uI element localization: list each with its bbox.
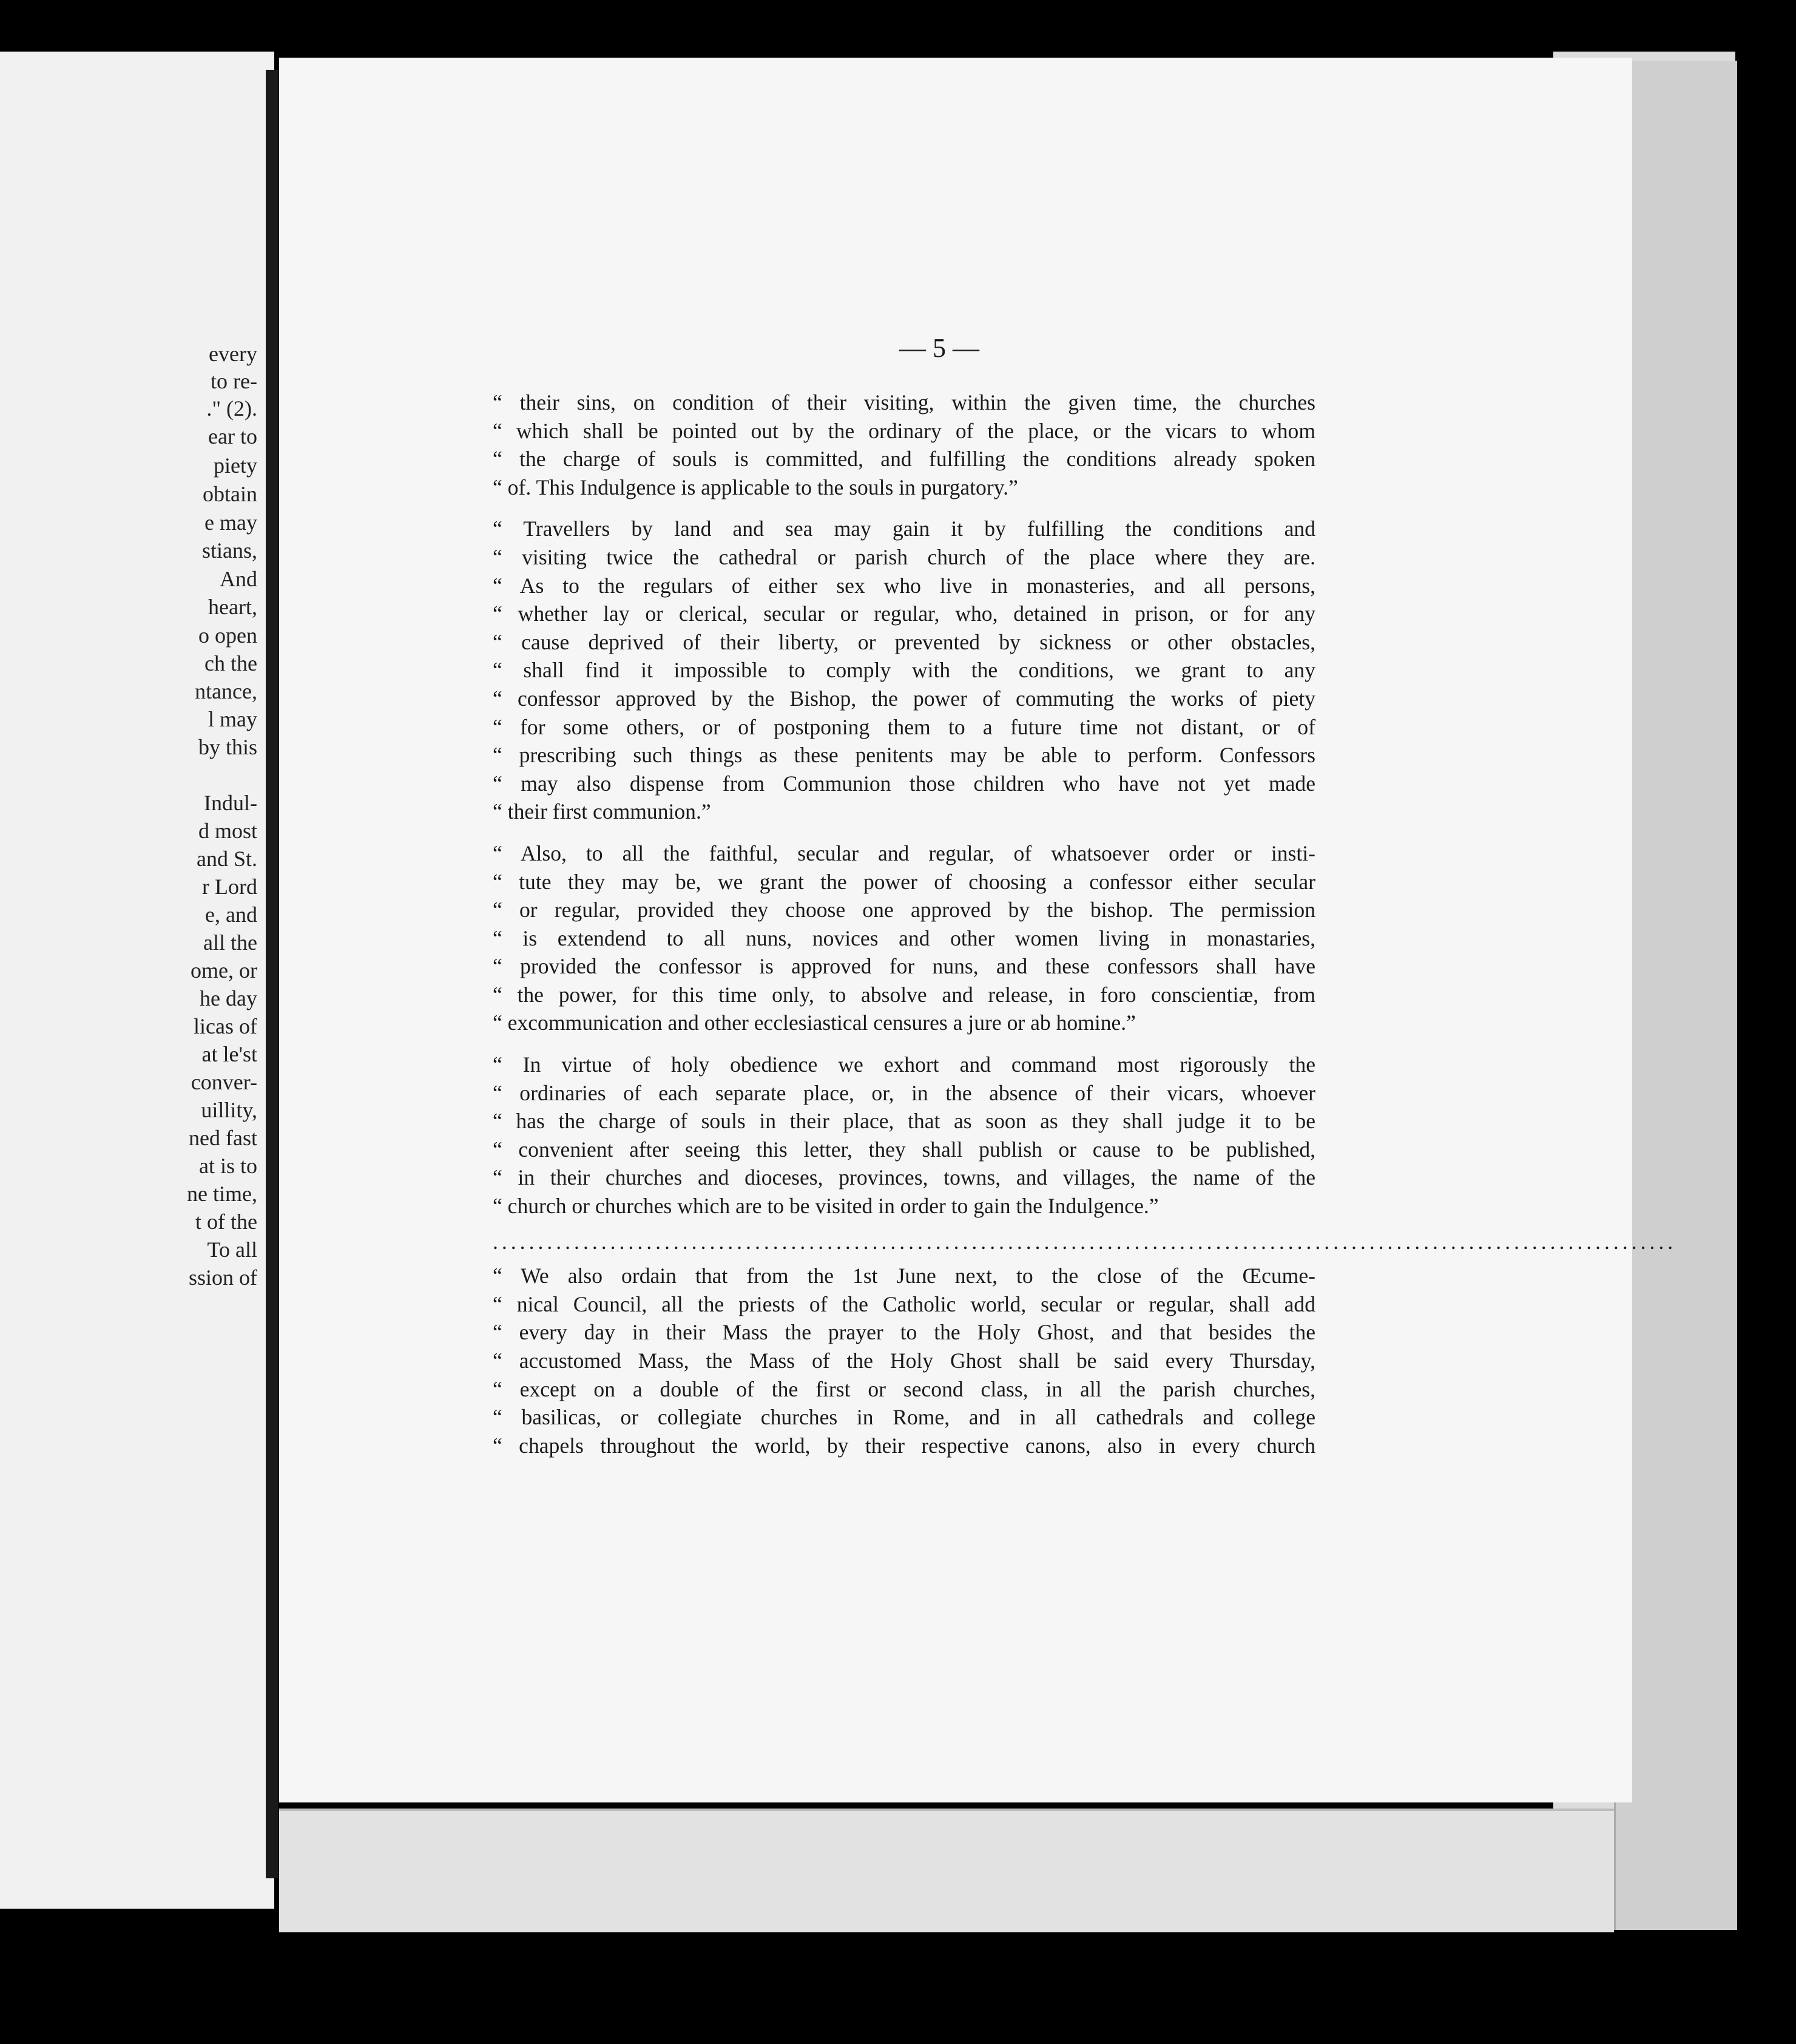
previous-page-line: at le'st <box>201 1042 257 1066</box>
previous-page-line: And <box>220 567 257 591</box>
previous-page-line: heart, <box>208 595 257 619</box>
text-line: “ shall find it impossible to comply with the conditions, we grant to any <box>493 658 1315 683</box>
text-line: “ Also, to all the faithful, secular and regular, of whatsoever order or insti- <box>493 841 1315 865</box>
previous-page-line: Indul- <box>204 791 257 815</box>
previous-page-line: ne time, <box>187 1182 257 1206</box>
text-line: “ is extendend to all nuns, novices and other women living in monastaries, <box>493 926 1315 950</box>
page-number: — 5 — <box>899 333 979 363</box>
previous-page-line: he day <box>200 986 257 1010</box>
previous-page-line: d most <box>198 819 257 843</box>
previous-page-line: t of the <box>195 1210 257 1234</box>
previous-page-line: e may <box>204 510 257 535</box>
dotted-separator: ................................................................................................................................... <box>493 1229 1677 1254</box>
text-line: “ or regular, provided they choose one approved by the bishop. The permission <box>493 898 1315 922</box>
text-line: “ confessor approved by the Bishop, the power of commuting the works of piety <box>493 686 1315 711</box>
previous-page-line: at is to <box>199 1154 257 1178</box>
text-line: “ the power, for this time only, to absolve and release, in foro conscientiæ, from <box>493 982 1315 1007</box>
text-line: “ in their churches and dioceses, provinces, towns, and villages, the name of the <box>493 1165 1315 1190</box>
text-line: “ except on a double of the first or second class, in all the parish churches, <box>493 1376 1315 1401</box>
previous-page-line: ssion of <box>188 1265 257 1290</box>
previous-page-line: ch the <box>204 651 257 675</box>
text-line: “ their sins, on condition of their visiting, within the given time, the churches <box>493 390 1315 415</box>
previous-page-line: to re- <box>211 369 257 393</box>
previous-page-line: l may <box>208 707 257 731</box>
text-line: “ visiting twice the cathedral or parish church of the place where they are. <box>493 544 1315 569</box>
text-line: “ every day in their Mass the prayer to the Holy Ghost, and that besides the <box>493 1320 1315 1345</box>
text-line: “ tute they may be, we grant the power of choosing a confessor either secular <box>493 869 1315 894</box>
previous-page-line: every <box>209 342 257 366</box>
text-line: “ may also dispense from Communion those children who have not yet made <box>493 771 1315 796</box>
previous-page-line: uillity, <box>201 1098 257 1122</box>
text-line: “ We also ordain that from the 1st June next, to the close of the Œcume- <box>493 1264 1315 1288</box>
text-line: “ chapels throughout the world, by their respective canons, also in every church <box>493 1433 1315 1458</box>
text-line: “ excommunication and other ecclesiastical censures a jure or ab homine.” <box>493 1010 1136 1035</box>
text-line: “ prescribing such things as these penitents may be able to perform. Confessors <box>493 743 1315 768</box>
previous-page-line: e, and <box>205 902 257 927</box>
text-line: “ for some others, or of postponing them to a future time not distant, or of <box>493 714 1315 739</box>
text-line: “ nical Council, all the priests of the Catholic world, secular or regular, shall add <box>493 1291 1315 1316</box>
previous-page-line: r Lord <box>202 875 257 899</box>
previous-page-line: all the <box>203 930 257 955</box>
text-line: “ the charge of souls is committed, and fulfilling the conditions already spoken <box>493 447 1315 472</box>
previous-page-line: piety <box>214 453 257 478</box>
text-line: “ ordinaries of each separate place, or, in the absence of their vicars, whoever <box>493 1080 1315 1105</box>
text-line: “ As to the regulars of either sex who live in monasteries, and all persons, <box>493 573 1315 598</box>
text-line: “ provided the confessor is approved for nuns, and these confessors shall have <box>493 954 1315 979</box>
text-line: “ convenient after seeing this letter, they shall publish or cause to be published, <box>493 1137 1315 1162</box>
previous-page-line: licas of <box>194 1014 257 1038</box>
text-line: “ whether lay or clerical, secular or regular, who, detained in prison, or for any <box>493 601 1315 626</box>
previous-page-line: o open <box>198 623 257 648</box>
previous-page-line: by this <box>198 735 257 759</box>
previous-page-line: stians, <box>201 538 257 563</box>
text-line: “ has the charge of souls in their place, that as soon as they shall judge it to be <box>493 1109 1315 1134</box>
previous-page-line: conver- <box>191 1070 257 1094</box>
text-line: “ of. This Indulgence is applicable to the souls in purgatory.” <box>493 475 1018 499</box>
previous-page-line: ntance, <box>195 679 257 703</box>
previous-page-line: ." (2). <box>206 396 257 421</box>
text-line: “ In virtue of holy obedience we exhort and command most rigorously the <box>493 1052 1315 1077</box>
text-line: “ basilicas, or collegiate churches in Rome, and in all cathedrals and college <box>493 1405 1315 1430</box>
previous-page-line: ear to <box>208 424 257 448</box>
previous-page-line: ned fast <box>189 1126 257 1150</box>
text-line: “ Travellers by land and sea may gain it by fulfilling the conditions and <box>493 516 1315 541</box>
body-text <box>493 388 1677 1460</box>
text-line: “ their first communion.” <box>493 799 711 824</box>
previous-page-line: ome, or <box>191 958 257 983</box>
previous-page-line: To all <box>207 1237 257 1262</box>
text-line: “ cause deprived of their liberty, or prevented by sickness or other obstacles, <box>493 629 1315 654</box>
text-line: “ accustomed Mass, the Mass of the Holy Ghost shall be said every Thursday, <box>493 1349 1315 1373</box>
previous-page-line: and St. <box>196 847 257 871</box>
text-line: “ which shall be pointed out by the ordinary of the place, or the vicars to whom <box>493 418 1315 443</box>
text-line: “ church or churches which are to be visited in order to gain the Indulgence.” <box>493 1194 1159 1219</box>
previous-page-line: obtain <box>203 482 257 506</box>
